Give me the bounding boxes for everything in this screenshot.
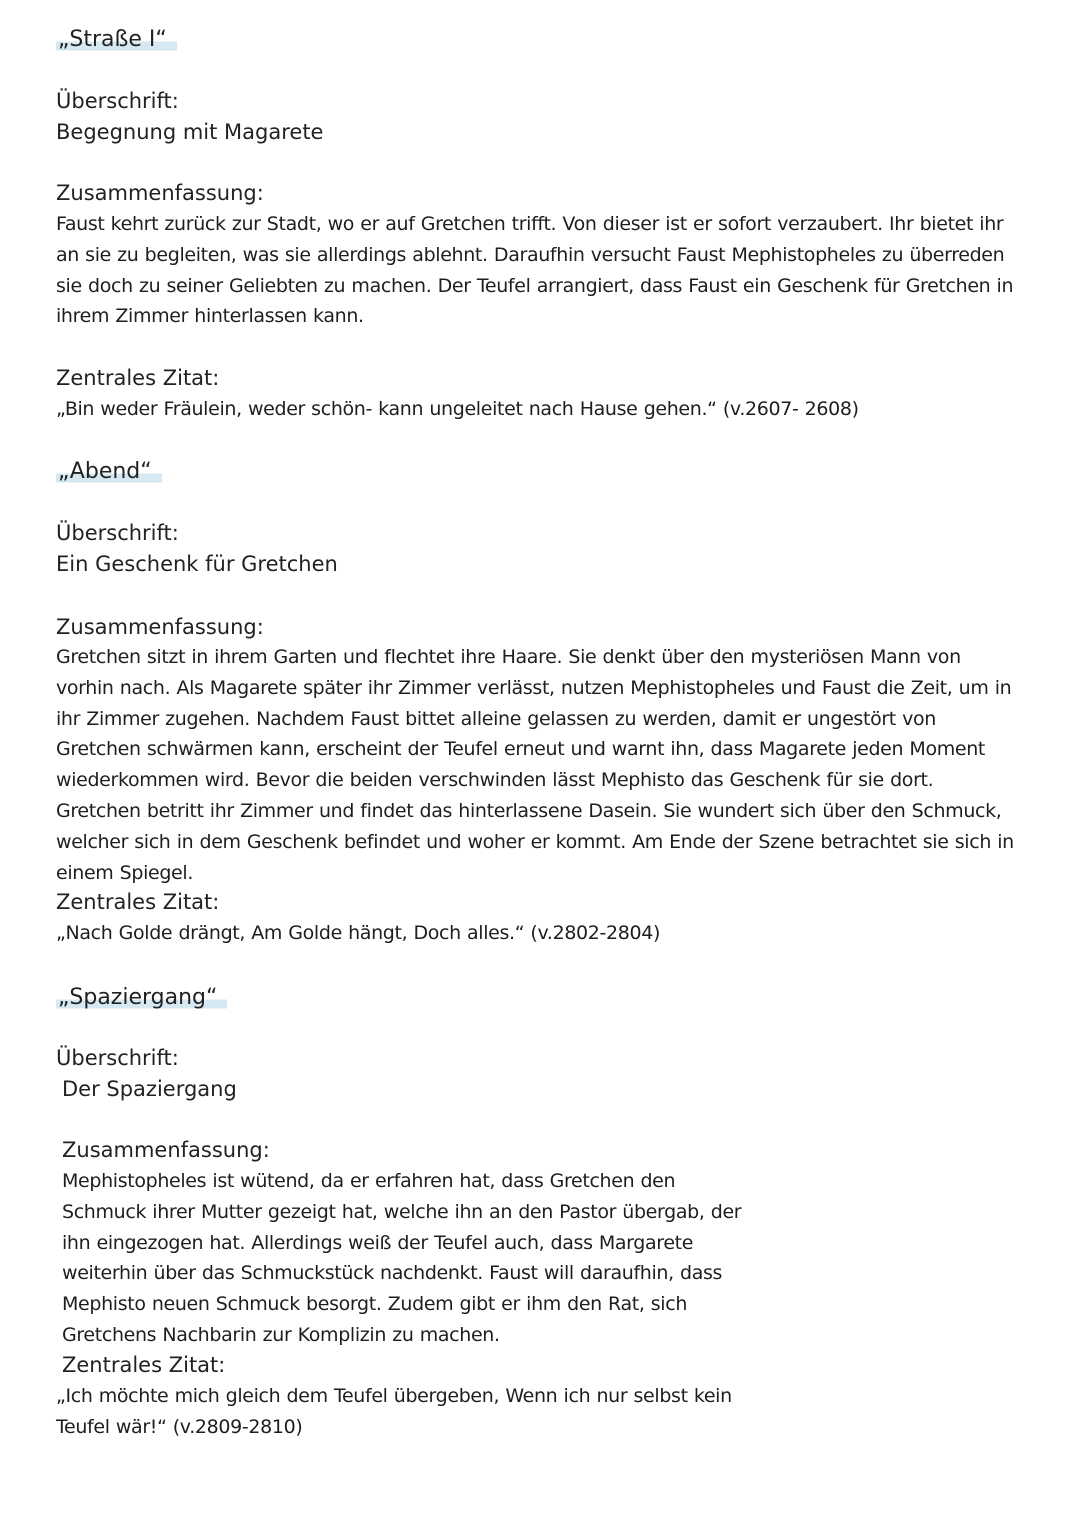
scene-title: „Abend“ xyxy=(56,457,162,487)
central-quote: „Nach Golde drängt, Am Golde hängt, Doch alles.“ (v.2802-2804) xyxy=(56,922,661,944)
central-quote: „Bin weder Fräulein, weder schön- kann ungeleitet nach Hause gehen.“ (v.2607- 2608) xyxy=(56,398,859,420)
quote-label: Zentrales Zitat: xyxy=(56,366,220,390)
quote-label: Zentrales Zitat: xyxy=(56,890,220,914)
scene-title: „Spaziergang“ xyxy=(56,983,227,1013)
scene-title-spaziergang xyxy=(56,983,227,1013)
summary-label: Zusammenfassung: xyxy=(56,615,264,639)
scene-heading: Der Spaziergang xyxy=(62,1077,237,1101)
heading-label: Überschrift: xyxy=(56,89,179,113)
scene-title-abend xyxy=(56,457,162,487)
heading-label: Überschrift: xyxy=(56,521,179,545)
quote-label: Zentrales Zitat: xyxy=(62,1353,226,1377)
central-quote: „Ich möchte mich gleich dem Teufel übergeben, Wenn ich nur selbst kein Teufel wär!“ (v.2809-2810) xyxy=(56,1385,732,1438)
scene-heading: Begegnung mit Magarete xyxy=(56,120,324,144)
scene-heading: Ein Geschenk für Gretchen xyxy=(56,552,338,576)
heading-label: Überschrift: xyxy=(56,1046,179,1070)
scene-title: „Straße I“ xyxy=(56,25,177,55)
summary-label: Zusammenfassung: xyxy=(56,181,264,205)
scene-title-strasse xyxy=(56,25,177,55)
scene-summary: Gretchen sitzt in ihrem Garten und flechtet ihre Haare. Sie denkt über den mysteriösen Mann von vorhin nach. Als Magarete später ihr Zimmer verlässt, nutzen Mephistopheles und Faust die Zeit, um in ihr Zimmer zugehen. Nachdem Faust bittet alleine gelassen zu werden, damit er ungestört von Gretchen schwärmen kann, erscheint der Teufel erneut und warnt ihn, dass Magarete jeden Moment wiederkommen wird. Bevor die beiden verschwinden lässt Mephisto das Geschenk für sie dort. Gretchen betritt ihr Zimmer und findet das hinterlassene Dasein. Sie wundert sich über den Schmuck, welcher sich in dem Geschenk befindet und woher er kommt. Am Ende der Szene betrachtet sie sich in einem Spiegel. xyxy=(56,646,1014,884)
scene-summary: Mephistopheles ist wütend, da er erfahren hat, dass Gretchen den Schmuck ihrer Mutter gezeigt hat, welche ihn an den Pastor übergab, der ihn eingezogen hat. Allerdings weiß der Teufel auch, dass Margarete weiterhin über das Schmuckstück nachdenkt. Faust will daraufhin, dass Mephisto neuen Schmuck besorgt. Zudem gibt er ihm den Rat, sich Gretchens Nachbarin zur Komplizin zu machen. xyxy=(62,1170,742,1346)
scene-summary: Faust kehrt zurück zur Stadt, wo er auf Gretchen trifft. Von dieser ist er sofort verzaubert. Ihr bietet ihr an sie zu begleiten, was sie allerdings ablehnt. Daraufhin versucht Faust Mephistopheles zu überreden sie doch zu seiner Geliebten zu machen. Der Teufel arrangiert, dass Faust ein Geschenk für Gretchen in ihrem Zimmer hinterlassen kann. xyxy=(56,213,1014,328)
summary-label: Zusammenfassung: xyxy=(62,1138,270,1162)
